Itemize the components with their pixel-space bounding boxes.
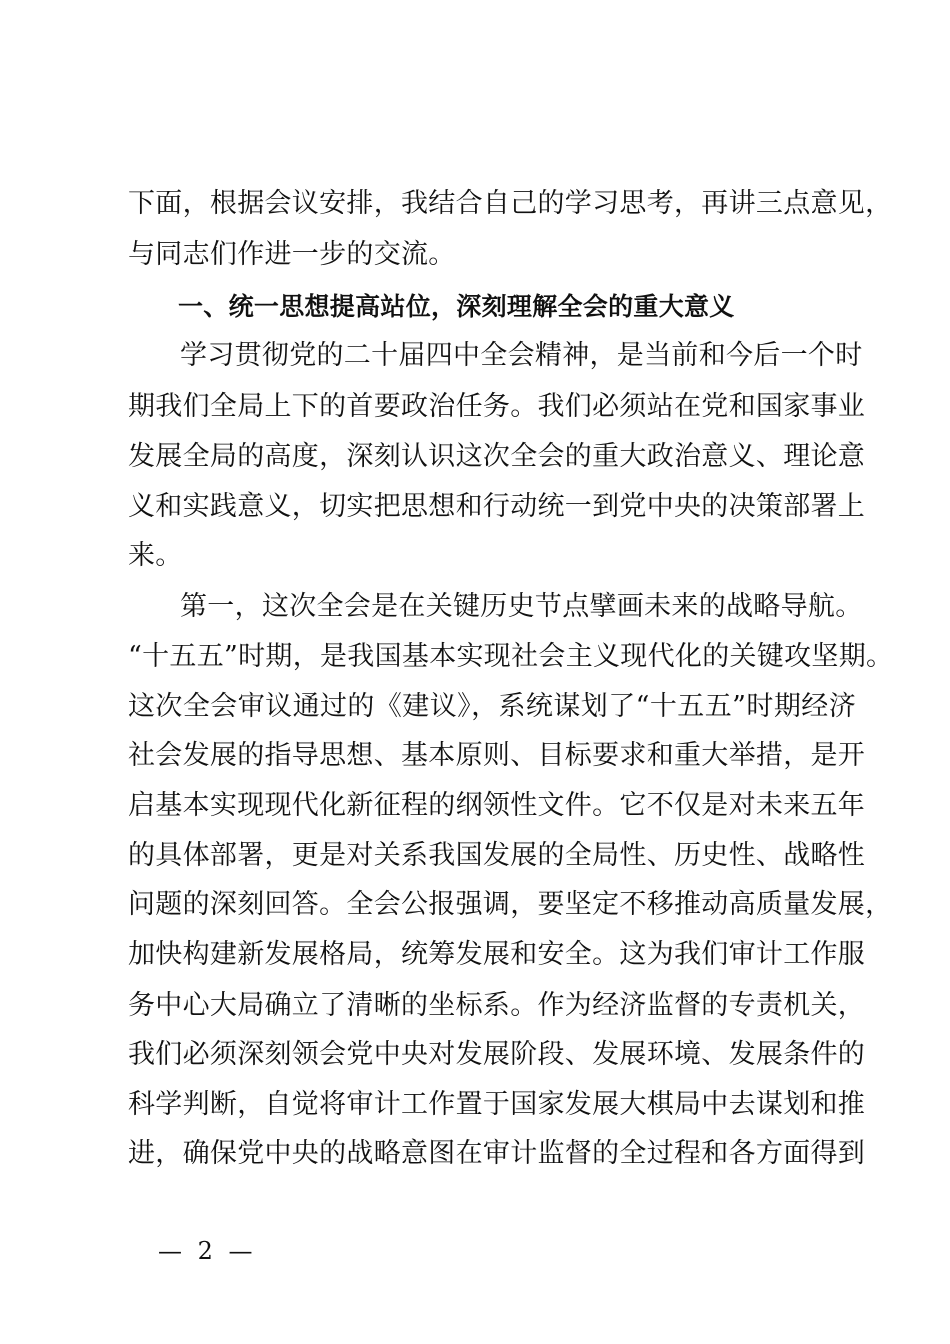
text-line: 加快构建新发展格局，统筹发展和安全。这为我们审计工作服 xyxy=(128,939,866,970)
text-line: 我们必须深刻领会党中央对发展阶段、发展环境、发展条件的 xyxy=(128,1039,866,1070)
text-line: 义和实践意义，切实把思想和行动统一到党中央的决策部署上 xyxy=(128,491,866,522)
text-line: 务中心大局确立了清晰的坐标系。作为经济监督的专责机关， xyxy=(128,990,866,1021)
text-line: 问题的深刻回答。全会公报强调，要坚定不移推动高质量发展， xyxy=(128,889,893,920)
text-line: 进，确保党中央的战略意图在审计监督的全过程和各方面得到 xyxy=(128,1138,866,1169)
text-line: “十五五”时期，是我国基本实现社会主义现代化的关键攻坚期。 xyxy=(128,641,894,672)
text-line: 的具体部署，更是对关系我国发展的全局性、历史性、战略性 xyxy=(128,840,866,871)
text-line: 来。 xyxy=(128,540,183,571)
text-line: 第一，这次全会是在关键历史节点擘画未来的战略导航。 xyxy=(180,591,863,622)
text-line: 期我们全局上下的首要政治任务。我们必须站在党和国家事业 xyxy=(128,391,866,422)
text-line: 科学判断，自觉将审计工作置于国家发展大棋局中去谋划和推 xyxy=(128,1089,866,1120)
text-line: 发展全局的高度，深刻认识这次全会的重大政治意义、理论意 xyxy=(128,441,866,472)
text-line: 这次全会审议通过的《建议》，系统谋划了“十五五”时期经济 xyxy=(128,691,856,722)
text-line: 学习贯彻党的二十届四中全会精神，是当前和今后一个时 xyxy=(180,340,863,371)
text-line: 启基本实现现代化新征程的纲领性文件。它不仅是对未来五年 xyxy=(128,790,866,821)
page-number: — 2 — xyxy=(158,1237,257,1265)
text-line: 与同志们作进一步的交流。 xyxy=(128,239,456,270)
text-line: 下面，根据会议安排，我结合自己的学习思考，再讲三点意见， xyxy=(128,188,893,219)
text-line: 社会发展的指导思想、基本原则、目标要求和重大举措，是开 xyxy=(128,740,866,771)
section-heading: 一、统一思想提高站位，深刻理解全会的重大意义 xyxy=(178,292,735,321)
